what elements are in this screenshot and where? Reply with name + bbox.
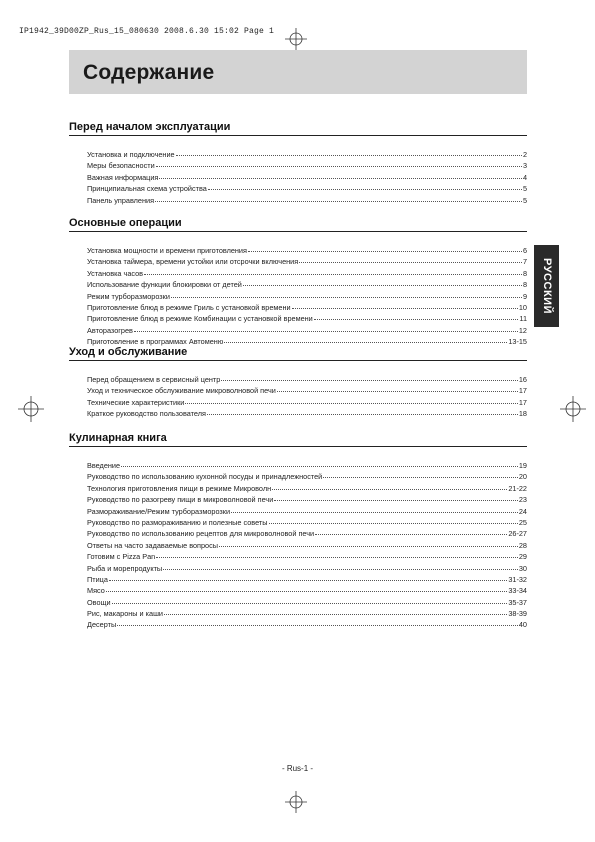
section-heading: Основные операции <box>69 217 527 232</box>
toc-dot-leader <box>219 539 518 547</box>
toc-entry-page: 6 <box>522 246 527 255</box>
toc-entry <box>87 195 527 206</box>
toc-entry-page: 19 <box>518 461 527 470</box>
toc-dot-leader <box>112 596 508 604</box>
toc-entry-page: 40 <box>518 620 527 630</box>
toc-section-care <box>69 346 527 420</box>
toc-list <box>69 374 527 420</box>
toc-entry <box>87 619 527 630</box>
toc-entry-title: Панель управления <box>87 195 155 205</box>
toc-entry-page: 21-22 <box>508 483 527 493</box>
toc-entry-title: Технические характеристики <box>87 397 185 407</box>
toc-entry-title: Приготовление блюд в режиме Комбинации с установкой времени <box>87 314 313 324</box>
toc-dot-leader <box>106 584 508 592</box>
toc-dot-leader <box>144 267 522 275</box>
toc-dot-leader <box>109 573 507 581</box>
toc-entry-page: 10 <box>518 302 527 312</box>
toc-dot-leader <box>185 396 518 404</box>
toc-entry-title: Технология приготовления пищи в режиме Микроволн <box>87 483 272 493</box>
section-heading: Уход и обслуживание <box>69 346 527 361</box>
toc-dot-leader <box>231 505 518 513</box>
toc-entry-page: 35-37 <box>508 597 527 607</box>
toc-list <box>69 460 527 631</box>
toc-dot-leader <box>207 407 518 415</box>
toc-entry-title: Режим турборазморозки <box>87 291 170 301</box>
toc-section-basic-operations <box>69 217 527 348</box>
toc-entry-title: Десерты <box>87 620 117 630</box>
toc-entry-page: 12 <box>518 325 527 335</box>
toc-entry-title: Птица <box>87 574 108 584</box>
toc-entry-page: 38-39 <box>508 609 527 619</box>
toc-dot-leader <box>277 384 518 392</box>
toc-dot-leader <box>269 516 518 524</box>
toc-entry-title: Приготовление блюд в режиме Гриль с установкой времени <box>87 302 291 312</box>
toc-entry-page: 8 <box>522 268 527 278</box>
toc-entry-page: 7 <box>522 257 527 267</box>
registration-mark-right-icon <box>560 396 586 422</box>
toc-entry-title: Установка часов <box>87 268 144 278</box>
toc-entry-title: Уход и техническое обслуживание микроволновой печи <box>87 386 276 396</box>
toc-entry-title: Важная информация <box>87 172 159 182</box>
toc-entry-title: Мясо <box>87 586 105 596</box>
toc-entry-page: 3 <box>522 161 527 171</box>
section-heading: Кулинарная книга <box>69 432 527 447</box>
toc-entry-page: 33-34 <box>508 586 527 596</box>
toc-dot-leader <box>243 278 522 286</box>
toc-entry-title: Ответы на часто задаваемые вопросы <box>87 540 219 550</box>
toc-entry-page: 16 <box>518 375 527 384</box>
toc-dot-leader <box>156 159 522 167</box>
toc-entry-page: 11 <box>519 314 527 324</box>
toc-entry-title: Перед обращением в сервисный центр <box>87 375 221 384</box>
toc-dot-leader <box>171 290 522 298</box>
toc-entry-page: 2 <box>522 150 527 159</box>
toc-entry-page: 28 <box>518 540 527 550</box>
toc-entry-page: 25 <box>518 517 527 527</box>
toc-entry-page: 30 <box>518 563 527 573</box>
toc-list <box>69 149 527 206</box>
toc-entry <box>87 408 527 419</box>
toc-dot-leader <box>163 562 518 570</box>
toc-dot-leader <box>315 527 507 535</box>
toc-entry-page: 17 <box>518 397 527 407</box>
toc-entry-page: 29 <box>518 552 527 562</box>
registration-mark-left-icon <box>18 396 44 422</box>
toc-dot-leader <box>314 312 519 320</box>
toc-entry-page: 26-27 <box>508 529 527 539</box>
toc-entry-page: 4 <box>522 172 527 182</box>
toc-entry-title: Использование функции блокировки от детей <box>87 280 242 290</box>
toc-entry-title: Руководство по использованию рецептов для микроволновой печи <box>87 529 315 539</box>
toc-entry-title: Руководство по размораживанию и полезные советы <box>87 517 268 527</box>
toc-dot-leader <box>156 550 518 558</box>
toc-entry-title: Установка таймера, времени устойки или отсрочки включения <box>87 257 299 267</box>
toc-dot-leader <box>248 244 522 252</box>
language-tab <box>534 245 559 327</box>
toc-entry-title: Установка и подключение <box>87 150 175 159</box>
toc-dot-leader <box>292 301 518 309</box>
toc-entry-title: Руководство по использованию кухонной посуды и принадлежностей <box>87 472 323 482</box>
toc-entry-page: 31-32 <box>508 574 527 584</box>
section-heading: Перед началом эксплуатации <box>69 121 527 136</box>
toc-entry-title: Авторазогрев <box>87 325 133 335</box>
toc-dot-leader <box>274 493 518 501</box>
toc-dot-leader <box>208 182 522 190</box>
toc-entry-page: 9 <box>522 291 527 301</box>
toc-dot-leader <box>221 373 518 381</box>
toc-entry-title: Готовим с Pizza Pan <box>87 552 156 562</box>
page-title: Содержание <box>83 61 215 84</box>
toc-entry-title: Краткое руководство пользователя <box>87 409 206 419</box>
toc-entry-title: Рис, макароны и каши <box>87 609 163 619</box>
toc-list <box>69 245 527 348</box>
toc-section-before-use <box>69 121 527 206</box>
registration-mark-top-icon <box>285 28 307 50</box>
toc-entry-page: 5 <box>522 184 527 194</box>
toc-entry-title: Рыба и морепродукты <box>87 563 163 573</box>
toc-dot-leader <box>323 470 518 478</box>
print-slug: IP1942_39D00ZP_Rus_15_080630 2008.6.30 15:02 Page 1 <box>19 27 275 36</box>
toc-entry-title: Принципиальная схема устройства <box>87 184 207 194</box>
toc-entry-page: 18 <box>518 409 527 419</box>
registration-mark-bottom-icon <box>285 791 307 813</box>
toc-dot-leader <box>299 255 522 263</box>
toc-entry-page: 8 <box>522 280 527 290</box>
toc-entry-title: Приготовление в программах Автоменю <box>87 337 224 347</box>
toc-dot-leader <box>272 482 507 490</box>
toc-entry-page: 20 <box>518 472 527 482</box>
toc-dot-leader <box>159 171 522 179</box>
toc-dot-leader <box>224 335 507 343</box>
toc-dot-leader <box>121 459 518 467</box>
toc-entry-title: Руководство по разогреву пищи в микроволновой печи <box>87 495 274 505</box>
toc-entry-title: Введение <box>87 461 121 470</box>
toc-entry-page: 17 <box>518 386 527 396</box>
toc-dot-leader <box>134 324 518 332</box>
toc-entry-page: 24 <box>518 506 527 516</box>
toc-entry-page: 23 <box>518 495 527 505</box>
language-tab-label: РУССКИЙ <box>540 258 553 314</box>
toc-dot-leader <box>155 194 522 202</box>
toc-entry-title: Размораживание/Режим турборазморозки <box>87 506 231 516</box>
title-band <box>69 50 527 94</box>
toc-entry-page: 13-15 <box>508 337 527 347</box>
toc-dot-leader <box>176 148 522 156</box>
page-number: - Rus-1 - <box>281 764 314 773</box>
toc-entry-title: Установка мощности и времени приготовления <box>87 246 247 255</box>
toc-entry-title: Овощи <box>87 597 111 607</box>
toc-entry-page: 5 <box>522 195 527 205</box>
toc-entry-title: Меры безопасности <box>87 161 155 171</box>
toc-dot-leader <box>164 607 507 615</box>
toc-dot-leader <box>117 618 518 626</box>
toc-section-cookbook <box>69 432 527 631</box>
